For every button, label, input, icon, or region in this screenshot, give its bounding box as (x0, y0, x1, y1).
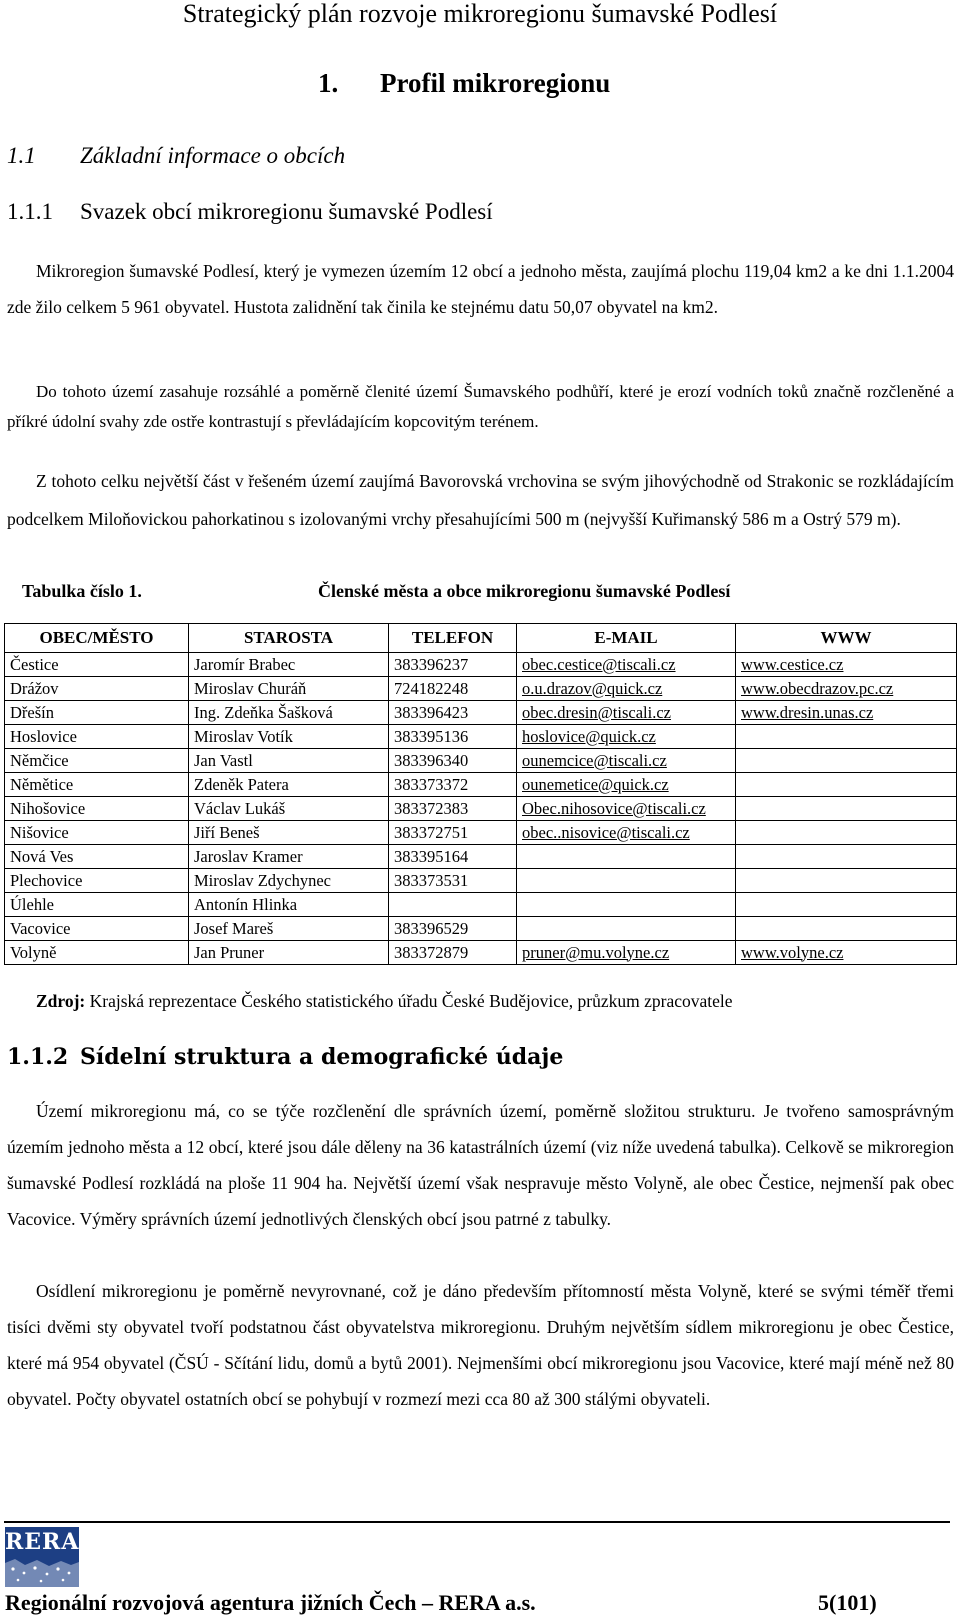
document-title: Strategický plán rozvoje mikroregionu šumavské Podlesí (182, 0, 778, 28)
paragraph-highlands (7, 462, 954, 538)
cell-mayor: Jaroslav Kramer (189, 845, 389, 869)
table-row (5, 893, 957, 917)
cell-phone: 383396237 (389, 653, 517, 677)
section-number: 1.1.1 (7, 199, 53, 224)
cell-phone: 724182248 (389, 677, 517, 701)
cell-email (517, 845, 736, 869)
column-header-email: E-MAIL (517, 624, 736, 653)
section-title: Sídelní struktura a demografické údaje (80, 1044, 564, 1070)
cell-www (736, 749, 957, 773)
cell-phone: 383396423 (389, 701, 517, 725)
paragraph-settlement (7, 1273, 954, 1417)
cell-mayor: Václav Lukáš (189, 797, 389, 821)
cell-email[interactable]: pruner@mu.volyne.cz (517, 941, 736, 965)
cell-municipality: Drážov (5, 677, 189, 701)
cell-phone: 383396529 (389, 917, 517, 941)
cell-mayor: Miroslav Churáň (189, 677, 389, 701)
cell-phone (389, 893, 517, 917)
column-header-municipality: OBEC/MĚSTO (5, 624, 189, 653)
cell-www[interactable]: www.dresin.unas.cz (736, 701, 957, 725)
cell-municipality: Volyně (5, 941, 189, 965)
cell-email[interactable]: o.u.drazov@quick.cz (517, 677, 736, 701)
cell-www (736, 821, 957, 845)
paragraph-structure (7, 1093, 954, 1237)
cell-www (736, 869, 957, 893)
cell-municipality: Úlehle (5, 893, 189, 917)
table-caption-title: Členské města a obce mikroregionu šumavské Podlesí (318, 581, 731, 601)
cell-municipality: Nišovice (5, 821, 189, 845)
table-row (5, 845, 957, 869)
cell-mayor: Josef Mareš (189, 917, 389, 941)
cell-www (736, 917, 957, 941)
chapter-title: Profil mikroregionu (380, 68, 611, 98)
paragraph: Osídlení mikroregionu je poměrně nevyrovnané, což je dáno především přítomností města Volyně, které se svými téměř třemi tisíci dvěmi sty obyvatel tvoří podstatnou část obyvatelstva mikroregionu. Druhým největším sídlem mikroregionu je obec Čestice, které má 954 obyvatel (ČSÚ - Sčítání lidu, domů a bytů 2001). Nejmenšími obcí mikroregionu jsou Vacovice, které mají méně než 80 obyvatel. Počty obyvatel ostatních obcí se pohybují v rozmezí mezi cca 80 až 300 stálými obyvateli. (7, 1281, 954, 1409)
cell-www (736, 725, 957, 749)
cell-municipality: Nihošovice (5, 797, 189, 821)
logo-stars-graphic (5, 1557, 79, 1587)
cell-phone: 383373372 (389, 773, 517, 797)
section-number: 1.1.2 (7, 1044, 69, 1070)
cell-email[interactable]: ounemcice@tiscali.cz (517, 749, 736, 773)
table-source (36, 991, 733, 1012)
cell-email (517, 893, 736, 917)
section-number: 1.1 (7, 143, 36, 168)
table-row (5, 749, 957, 773)
chapter-number: 1. (318, 68, 339, 98)
table-row (5, 725, 957, 749)
cell-www[interactable]: www.cestice.cz (736, 653, 957, 677)
cell-email[interactable]: obec.cestice@tiscali.cz (517, 653, 736, 677)
section-title: Základní informace o obcích (80, 143, 346, 168)
cell-email[interactable]: hoslovice@quick.cz (517, 725, 736, 749)
cell-municipality: Dřešín (5, 701, 189, 725)
table-row (5, 701, 957, 725)
cell-mayor: Miroslav Zdychynec (189, 869, 389, 893)
cell-municipality: Němětice (5, 773, 189, 797)
cell-municipality: Vacovice (5, 917, 189, 941)
cell-mayor: Jiří Beneš (189, 821, 389, 845)
table-header-row (5, 624, 957, 653)
cell-municipality: Němčice (5, 749, 189, 773)
cell-municipality: Hoslovice (5, 725, 189, 749)
column-header-mayor: STAROSTA (189, 624, 389, 653)
footer-divider (4, 1521, 950, 1523)
cell-www (736, 893, 957, 917)
paragraph-area (7, 253, 954, 325)
cell-mayor: Antonín Hlinka (189, 893, 389, 917)
cell-email[interactable]: obec.dresin@tiscali.cz (517, 701, 736, 725)
cell-www (736, 797, 957, 821)
footer-agency: Regionální rozvojová agentura jižních Čech – RERA a.s. (5, 1590, 536, 1615)
section-heading-1-1 (7, 143, 345, 169)
cell-mayor: Zdeněk Patera (189, 773, 389, 797)
column-header-phone: TELEFON (389, 624, 517, 653)
table-row (5, 677, 957, 701)
rera-logo (5, 1527, 79, 1587)
cell-phone: 383373531 (389, 869, 517, 893)
paragraph-terrain (7, 377, 954, 437)
table-row (5, 653, 957, 677)
cell-phone: 383395136 (389, 725, 517, 749)
cell-phone: 383395164 (389, 845, 517, 869)
cell-www (736, 773, 957, 797)
cell-mayor: Jan Vastl (189, 749, 389, 773)
cell-www (736, 845, 957, 869)
cell-municipality: Nová Ves (5, 845, 189, 869)
cell-email[interactable]: obec..nisovice@tiscali.cz (517, 821, 736, 845)
section-heading-1-1-2 (7, 1044, 563, 1070)
cell-email[interactable]: Obec.nihosovice@tiscali.cz (517, 797, 736, 821)
table-row (5, 797, 957, 821)
source-text: Krajská reprezentace Českého statistického úřadu České Budějovice, průzkum zpracovatele (85, 991, 733, 1011)
source-label: Zdroj: (36, 991, 86, 1011)
table-row (5, 917, 957, 941)
paragraph: Z tohoto celku největší část v řešeném území zaujímá Bavorovská vrchovina se svým jihovýchodně od Strakonic se rozkládajícím podcelkem Miloňovickou pahorkatinou s izolovanými vrchy přesahujícími 500 m (nejvyšší Kuřimanský 586 m a Ostrý 579 m). (7, 471, 954, 529)
paragraph: Území mikroregionu má, co se týče rozčlenění dle správních území, poměrně složitou strukturu. Je tvořeno samosprávným územím jednoho města a 12 obcí, které jsou dále děleny na 36 katastrálních území (viz níže uvedená tabulka). Celkově se mikroregion šumavské Podlesí rozkládá na ploše 11 904 ha. Největší území však nespravuje město Volyně, ale obec Čestice, nejmenší pak obec Vacovice. Výměry správních území jednotlivých členských obcí jsou patrné z tabulky. (7, 1101, 954, 1229)
column-header-www: WWW (736, 624, 957, 653)
cell-email (517, 869, 736, 893)
cell-mayor: Jan Pruner (189, 941, 389, 965)
table-row (5, 869, 957, 893)
cell-phone: 383372879 (389, 941, 517, 965)
cell-mayor: Ing. Zdeňka Šašková (189, 701, 389, 725)
logo-text: RERA (5, 1529, 79, 1555)
cell-mayor: Jaromír Brabec (189, 653, 389, 677)
cell-phone: 383372383 (389, 797, 517, 821)
cell-phone: 383372751 (389, 821, 517, 845)
members-table (4, 623, 957, 965)
page-number: 5(101) (818, 1590, 877, 1615)
table-row (5, 773, 957, 797)
cell-phone: 383396340 (389, 749, 517, 773)
cell-www[interactable]: www.obecdrazov.pc.cz (736, 677, 957, 701)
cell-email (517, 917, 736, 941)
cell-municipality: Čestice (5, 653, 189, 677)
paragraph: Do tohoto území zasahuje rozsáhlé a poměrně členité území Šumavského podhůří, které je erozí vodních toků značně rozčleněné a příkré údolní svahy zde ostře kontrastují s převládajícím kopcovitým terénem. (7, 382, 954, 431)
chapter-heading (318, 68, 610, 99)
paragraph: Mikroregion šumavské Podlesí, který je vymezen územím 12 obcí a jednoho města, zaujímá plochu 119,04 km2 a ke dni 1.1.2004 zde žilo celkem 5 961 obyvatel. Hustota zalidnění tak činila ke stejnému datu 50,07 obyvatel na km2. (7, 261, 954, 317)
section-heading-1-1-1 (7, 199, 493, 225)
table-caption (22, 581, 952, 602)
table-row (5, 821, 957, 845)
section-title: Svazek obcí mikroregionu šumavské Podlesí (80, 199, 493, 224)
table-caption-number: Tabulka číslo 1. (22, 581, 142, 601)
cell-email[interactable]: ounemetice@quick.cz (517, 773, 736, 797)
cell-municipality: Plechovice (5, 869, 189, 893)
cell-www[interactable]: www.volyne.cz (736, 941, 957, 965)
cell-mayor: Miroslav Votík (189, 725, 389, 749)
table-body (5, 653, 957, 965)
table-row (5, 941, 957, 965)
